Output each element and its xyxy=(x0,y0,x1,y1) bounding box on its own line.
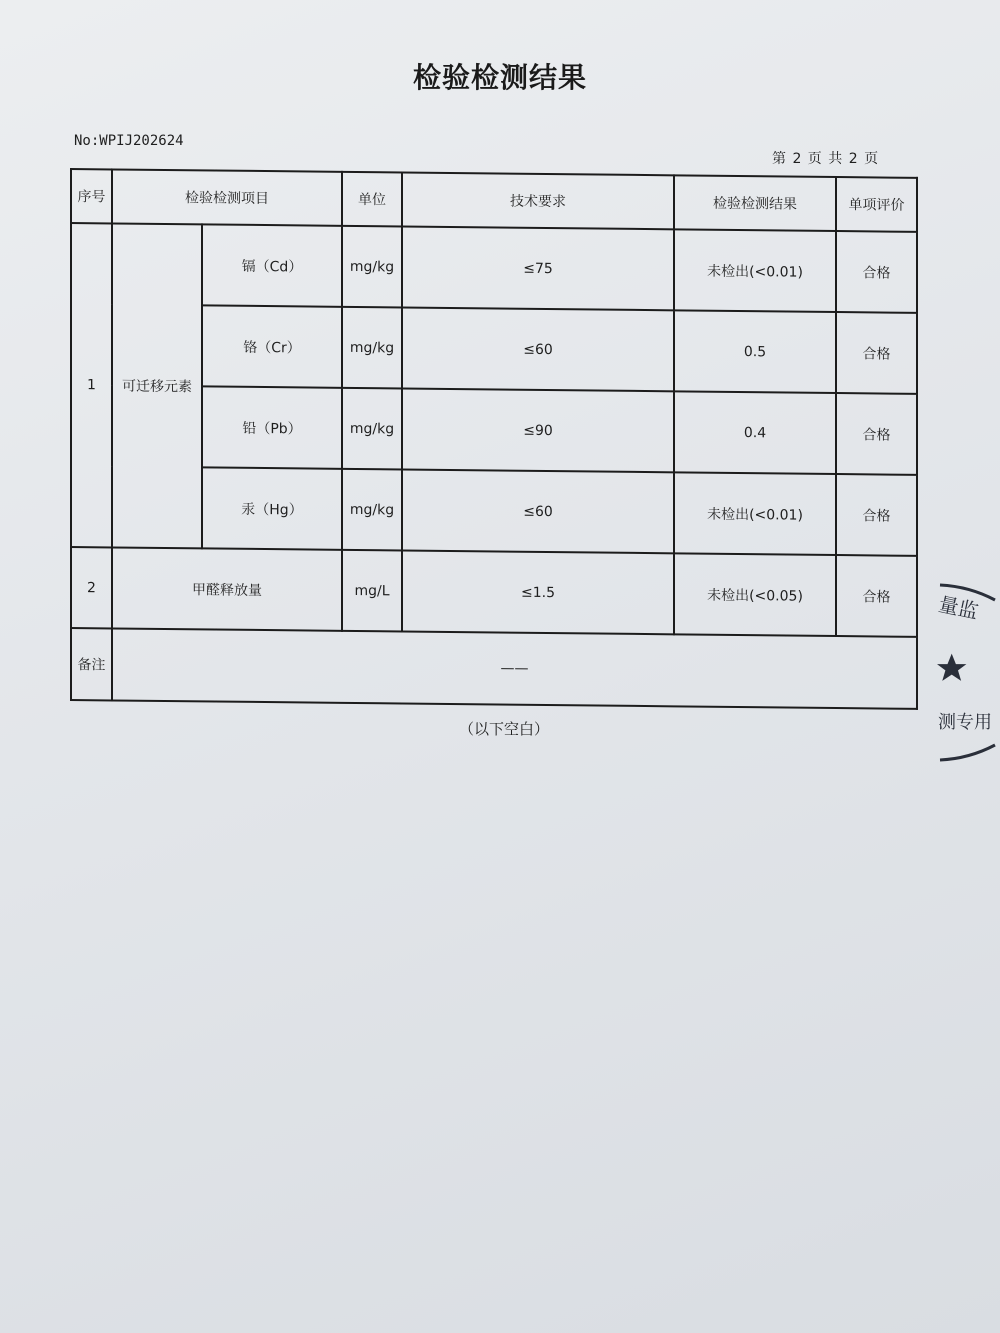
unit-cell: mg/kg xyxy=(342,226,402,308)
header-evaluation: 单项评价 xyxy=(836,177,917,232)
item-cell: 镉（Cd） xyxy=(202,224,342,306)
result-cell: 0.5 xyxy=(674,310,836,393)
item-cell: 铬（Cr） xyxy=(202,305,342,387)
header-item: 检验检测项目 xyxy=(112,169,342,225)
unit-cell: mg/kg xyxy=(342,307,402,389)
requirement-cell: ≤60 xyxy=(402,307,674,391)
item-cell: 甲醛释放量 xyxy=(112,547,342,630)
seal-graphic xyxy=(920,570,1000,770)
result-cell: 未检出(<0.01) xyxy=(674,229,836,312)
item-cell: 汞（Hg） xyxy=(202,467,342,549)
requirement-cell: ≤60 xyxy=(402,469,674,553)
unit-cell: mg/kg xyxy=(342,469,402,551)
remark-value: —— xyxy=(112,628,917,708)
blank-below-note: （以下空白） xyxy=(458,720,549,738)
requirement-cell: ≤90 xyxy=(402,388,674,472)
header-unit: 单位 xyxy=(342,172,402,227)
seal-text-bottom: 测专用 xyxy=(938,712,992,733)
seal-ring-bottom xyxy=(940,745,995,760)
evaluation-cell: 合格 xyxy=(836,231,917,313)
table-row xyxy=(71,223,917,313)
seq-cell: 2 xyxy=(71,547,112,628)
evaluation-cell: 合格 xyxy=(836,555,917,637)
official-seal xyxy=(920,570,1000,770)
unit-cell: mg/L xyxy=(342,550,402,632)
results-table xyxy=(70,168,918,710)
unit-cell: mg/kg xyxy=(342,388,402,470)
header-result: 检验检测结果 xyxy=(674,175,836,231)
header-seq: 序号 xyxy=(71,169,112,223)
evaluation-cell: 合格 xyxy=(836,312,917,394)
table-header-row xyxy=(71,169,917,232)
requirement-cell: ≤1.5 xyxy=(402,550,674,634)
document-title: 检验检测结果 xyxy=(412,61,587,94)
page-info: 第 2 页 共 2 页 xyxy=(772,151,880,167)
remark-label: 备注 xyxy=(71,628,112,700)
item-cell: 铅（Pb） xyxy=(202,386,342,468)
result-cell: 0.4 xyxy=(674,391,836,474)
result-cell: 未检出(<0.01) xyxy=(674,472,836,555)
evaluation-cell: 合格 xyxy=(836,393,917,475)
requirement-cell: ≤75 xyxy=(402,226,674,310)
evaluation-cell: 合格 xyxy=(836,474,917,556)
seal-text-top: 量监 xyxy=(936,591,981,624)
header-requirement: 技术要求 xyxy=(402,172,674,229)
table-row xyxy=(71,547,917,637)
star-icon xyxy=(937,654,966,681)
seq-cell: 1 xyxy=(71,223,112,547)
report-number: No:WPIJ202624 xyxy=(74,133,184,149)
result-cell: 未检出(<0.05) xyxy=(674,553,836,636)
remark-row xyxy=(71,628,917,709)
category-cell: 可迁移元素 xyxy=(112,223,202,548)
